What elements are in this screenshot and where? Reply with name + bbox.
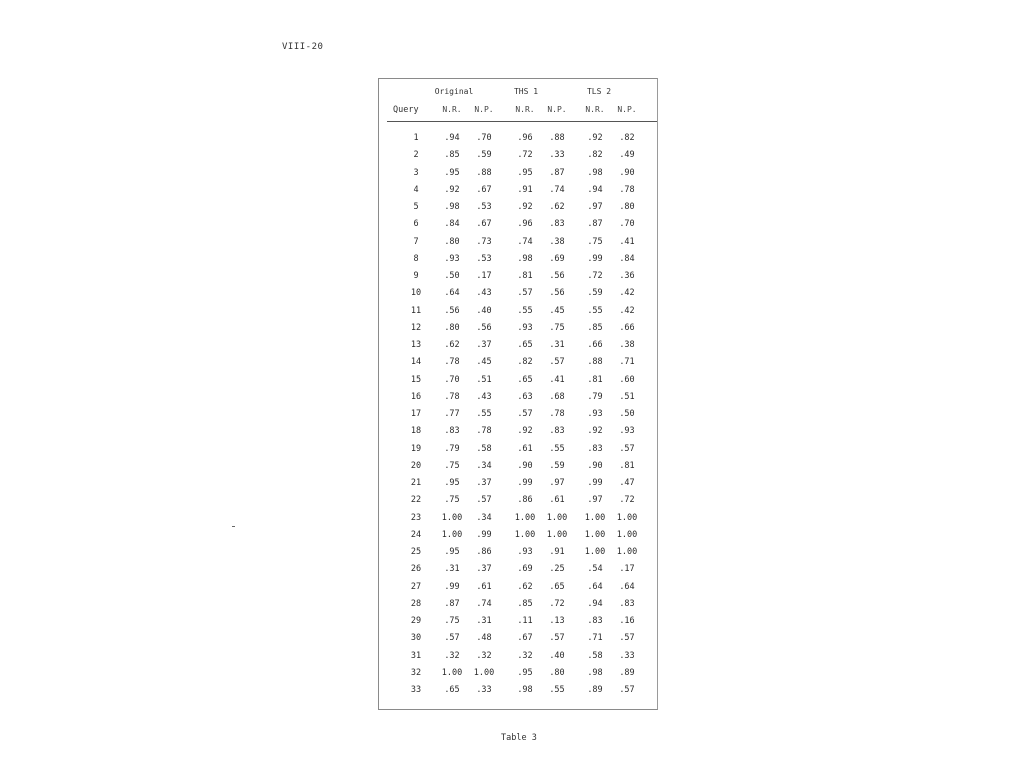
cell-ths1-nr: .61	[517, 443, 533, 454]
table-row	[379, 444, 657, 461]
cell-ths1-nr: .81	[517, 271, 533, 281]
cell-original-nr: .75	[444, 616, 460, 626]
cell-tls2-np: .41	[619, 236, 635, 247]
table-row	[379, 651, 657, 668]
cell-original-np: .43	[476, 391, 492, 402]
cell-ths1-np: .69	[549, 253, 565, 264]
cell-ths1-np: .83	[549, 219, 565, 230]
table-row	[379, 599, 657, 616]
query-number: 23	[410, 512, 422, 523]
query-number: 16	[410, 391, 422, 402]
query-number: 5	[413, 202, 419, 212]
cell-original-np: .34	[476, 460, 492, 471]
cell-ths1-nr: .96	[517, 219, 533, 230]
cell-ths1-np: .41	[549, 374, 565, 385]
table-row	[379, 685, 657, 702]
cell-original-np: .53	[476, 253, 492, 264]
query-number: 1	[413, 133, 419, 143]
subheader-tls2-nr: N.R.	[585, 105, 605, 114]
cell-ths1-nr: .65	[517, 374, 533, 385]
cell-original-np: .56	[476, 322, 492, 333]
cell-tls2-nr: 1.00	[584, 529, 606, 540]
query-number: 29	[410, 616, 422, 626]
cell-original-nr: .56	[444, 305, 460, 316]
cell-original-nr: .70	[444, 374, 460, 385]
table-row	[379, 306, 657, 323]
cell-original-np: .34	[476, 512, 492, 523]
query-number: 22	[410, 495, 422, 506]
cell-ths1-nr: .11	[517, 616, 533, 626]
header-divider	[387, 121, 657, 122]
cell-original-nr: .62	[444, 340, 460, 350]
cell-original-nr: .87	[444, 598, 460, 609]
cell-original-np: .57	[476, 495, 492, 506]
table-row	[379, 168, 657, 185]
query-number: 9	[413, 271, 419, 281]
query-number: 33	[410, 685, 422, 695]
query-number: 19	[410, 443, 422, 454]
cell-tls2-np: .66	[619, 322, 635, 333]
cell-tls2-np: .70	[619, 219, 635, 230]
group-header-tls2: TLS 2	[586, 87, 612, 96]
cell-tls2-np: .80	[619, 202, 635, 212]
cell-tls2-np: .51	[619, 391, 635, 402]
cell-ths1-nr: .57	[517, 409, 533, 419]
cell-original-nr: .77	[444, 409, 460, 419]
cell-original-np: .67	[476, 184, 492, 195]
cell-tls2-nr: .90	[587, 460, 603, 471]
cell-ths1-np: .72	[549, 598, 565, 609]
cell-original-nr: 1.00	[441, 512, 463, 523]
subheader-original-np: N.P.	[474, 105, 494, 114]
cell-tls2-nr: .93	[587, 409, 603, 419]
cell-tls2-nr: .81	[587, 374, 603, 385]
query-number: 14	[410, 357, 422, 368]
cell-original-nr: .99	[444, 581, 460, 592]
table-row	[379, 392, 657, 409]
cell-tls2-nr: .97	[587, 202, 603, 212]
cell-ths1-nr: .65	[517, 340, 533, 350]
cell-ths1-np: .55	[549, 685, 565, 695]
cell-ths1-nr: .72	[517, 150, 533, 161]
cell-original-np: .51	[476, 374, 492, 385]
table-row	[379, 357, 657, 374]
cell-original-nr: 1.00	[441, 667, 463, 678]
cell-tls2-nr: .98	[587, 167, 603, 178]
query-number: 28	[410, 598, 422, 609]
subheader-tls2-np: N.P.	[617, 105, 637, 114]
cell-original-np: .55	[476, 409, 492, 419]
cell-tls2-np: .64	[619, 581, 635, 592]
cell-tls2-nr: .59	[587, 288, 603, 299]
cell-original-nr: .92	[444, 184, 460, 195]
cell-ths1-nr: .91	[517, 184, 533, 195]
cell-tls2-np: .90	[619, 167, 635, 178]
cell-original-np: .99	[476, 529, 492, 540]
cell-ths1-np: .68	[549, 391, 565, 402]
cell-tls2-np: .84	[619, 253, 635, 264]
cell-original-nr: .78	[444, 391, 460, 402]
table-row	[379, 564, 657, 581]
cell-original-np: .88	[476, 167, 492, 178]
cell-ths1-np: .33	[549, 150, 565, 161]
cell-tls2-np: .60	[619, 374, 635, 385]
cell-tls2-np: .82	[619, 133, 635, 143]
cell-ths1-nr: .57	[517, 288, 533, 299]
query-number: 11	[410, 305, 422, 316]
table-row	[379, 426, 657, 443]
table-row	[379, 133, 657, 150]
cell-tls2-nr: .66	[587, 340, 603, 350]
query-column-header: Query	[393, 105, 419, 115]
cell-original-nr: .78	[444, 357, 460, 368]
cell-ths1-nr: .62	[517, 581, 533, 592]
cell-tls2-nr: .99	[587, 478, 603, 488]
cell-ths1-np: .83	[549, 426, 565, 437]
cell-ths1-np: .61	[549, 495, 565, 506]
cell-ths1-nr: 1.00	[514, 512, 536, 523]
table-row	[379, 375, 657, 392]
cell-tls2-np: .36	[619, 271, 635, 281]
cell-original-nr: .98	[444, 202, 460, 212]
cell-ths1-nr: .85	[517, 598, 533, 609]
table-row	[379, 254, 657, 271]
cell-original-np: 1.00	[473, 667, 495, 678]
cell-ths1-np: .59	[549, 460, 565, 471]
cell-ths1-np: .13	[549, 616, 565, 626]
cell-original-nr: .80	[444, 236, 460, 247]
cell-original-np: .37	[476, 478, 492, 488]
cell-tls2-nr: .88	[587, 357, 603, 368]
cell-tls2-nr: .97	[587, 495, 603, 506]
group-header-original: Original	[434, 87, 474, 96]
table-row	[379, 513, 657, 530]
cell-original-np: .86	[476, 547, 492, 557]
cell-ths1-nr: .98	[517, 685, 533, 695]
cell-ths1-np: .38	[549, 236, 565, 247]
cell-tls2-nr: .83	[587, 443, 603, 454]
cell-ths1-nr: .82	[517, 357, 533, 368]
cell-ths1-nr: .63	[517, 391, 533, 402]
cell-original-np: .53	[476, 202, 492, 212]
table-row	[379, 202, 657, 219]
scan-speck	[232, 526, 235, 527]
cell-tls2-np: .42	[619, 305, 635, 316]
table-row	[379, 409, 657, 426]
cell-ths1-np: .31	[549, 340, 565, 350]
cell-ths1-nr: .92	[517, 426, 533, 437]
table-row	[379, 633, 657, 650]
cell-ths1-np: 1.00	[546, 529, 568, 540]
cell-original-nr: .31	[444, 564, 460, 575]
cell-ths1-np: .56	[549, 288, 565, 299]
table-row	[379, 461, 657, 478]
cell-original-nr: .95	[444, 547, 460, 557]
cell-tls2-np: .38	[619, 340, 635, 350]
table-row	[379, 616, 657, 633]
cell-tls2-np: .49	[619, 150, 635, 161]
cell-ths1-nr: .98	[517, 253, 533, 264]
cell-tls2-np: .83	[619, 598, 635, 609]
cell-tls2-np: .71	[619, 357, 635, 368]
cell-tls2-nr: .71	[587, 633, 603, 644]
cell-ths1-nr: .67	[517, 633, 533, 644]
cell-ths1-np: .91	[549, 547, 565, 557]
cell-tls2-nr: .92	[587, 133, 603, 143]
cell-original-np: .17	[476, 271, 492, 281]
cell-ths1-nr: .95	[517, 667, 533, 678]
cell-ths1-nr: .74	[517, 236, 533, 247]
cell-original-nr: .57	[444, 633, 460, 644]
cell-ths1-np: .80	[549, 667, 565, 678]
cell-tls2-np: 1.00	[616, 547, 638, 557]
subheader-original-nr: N.R.	[442, 105, 462, 114]
cell-ths1-nr: .86	[517, 495, 533, 506]
cell-ths1-nr: .55	[517, 305, 533, 316]
subheader-ths1-nr: N.R.	[515, 105, 535, 114]
cell-original-np: .31	[476, 616, 492, 626]
query-number: 13	[410, 340, 422, 350]
cell-tls2-np: .57	[619, 443, 635, 454]
cell-tls2-nr: .64	[587, 581, 603, 592]
cell-tls2-nr: .83	[587, 616, 603, 626]
cell-original-np: .33	[476, 685, 492, 695]
cell-original-np: .58	[476, 443, 492, 454]
query-number: 7	[413, 236, 419, 247]
cell-ths1-np: .40	[549, 650, 565, 661]
query-number: 3	[413, 167, 419, 178]
query-number: 21	[410, 478, 422, 488]
cell-original-nr: .80	[444, 322, 460, 333]
cell-tls2-nr: .58	[587, 650, 603, 661]
cell-original-np: .70	[476, 133, 492, 143]
cell-original-nr: .65	[444, 685, 460, 695]
query-number: 30	[410, 633, 422, 644]
results-table	[378, 78, 658, 710]
cell-original-nr: .50	[444, 271, 460, 281]
cell-original-nr: .75	[444, 495, 460, 506]
cell-ths1-nr: .99	[517, 478, 533, 488]
cell-ths1-np: .62	[549, 202, 565, 212]
cell-tls2-nr: .72	[587, 271, 603, 281]
cell-tls2-np: .33	[619, 650, 635, 661]
cell-tls2-np: .16	[619, 616, 635, 626]
cell-tls2-nr: .99	[587, 253, 603, 264]
table-row	[379, 668, 657, 685]
cell-original-nr: .84	[444, 219, 460, 230]
cell-tls2-nr: 1.00	[584, 512, 606, 523]
cell-original-np: .73	[476, 236, 492, 247]
cell-original-nr: .85	[444, 150, 460, 161]
table-row	[379, 323, 657, 340]
cell-ths1-np: .55	[549, 443, 565, 454]
table-row	[379, 547, 657, 564]
cell-tls2-np: .42	[619, 288, 635, 299]
cell-tls2-nr: .54	[587, 564, 603, 575]
cell-tls2-nr: .94	[587, 598, 603, 609]
cell-original-nr: .83	[444, 426, 460, 437]
query-number: 31	[410, 650, 422, 661]
cell-tls2-np: .72	[619, 495, 635, 506]
cell-tls2-nr: .87	[587, 219, 603, 230]
cell-tls2-np: 1.00	[616, 529, 638, 540]
cell-tls2-np: .50	[619, 409, 635, 419]
cell-ths1-np: .74	[549, 184, 565, 195]
cell-ths1-np: .57	[549, 633, 565, 644]
query-number: 8	[413, 253, 419, 264]
cell-ths1-np: .88	[549, 133, 565, 143]
table-row	[379, 582, 657, 599]
table-row	[379, 340, 657, 357]
cell-tls2-np: .81	[619, 460, 635, 471]
subheader-ths1-np: N.P.	[547, 105, 567, 114]
cell-ths1-nr: .90	[517, 460, 533, 471]
table-row	[379, 150, 657, 167]
cell-tls2-np: .47	[619, 478, 635, 488]
cell-original-np: .40	[476, 305, 492, 316]
cell-original-np: .37	[476, 340, 492, 350]
table-row	[379, 478, 657, 495]
cell-ths1-np: .87	[549, 167, 565, 178]
query-number: 17	[410, 409, 422, 419]
cell-ths1-np: .65	[549, 581, 565, 592]
table-row	[379, 185, 657, 202]
cell-original-np: .67	[476, 219, 492, 230]
cell-original-np: .48	[476, 633, 492, 644]
cell-tls2-nr: .85	[587, 322, 603, 333]
cell-tls2-np: .93	[619, 426, 635, 437]
table-row	[379, 288, 657, 305]
cell-ths1-np: .56	[549, 271, 565, 281]
cell-tls2-nr: 1.00	[584, 547, 606, 557]
query-number: 15	[410, 374, 422, 385]
cell-tls2-np: .57	[619, 685, 635, 695]
cell-tls2-np: .89	[619, 667, 635, 678]
cell-ths1-nr: .92	[517, 202, 533, 212]
cell-ths1-nr: .32	[517, 650, 533, 661]
cell-tls2-nr: .55	[587, 305, 603, 316]
cell-original-nr: .32	[444, 650, 460, 661]
cell-ths1-nr: .93	[517, 322, 533, 333]
cell-ths1-np: .25	[549, 564, 565, 575]
cell-original-np: .37	[476, 564, 492, 575]
cell-original-nr: .95	[444, 167, 460, 178]
cell-ths1-nr: .95	[517, 167, 533, 178]
query-number: 20	[410, 460, 422, 471]
cell-ths1-np: .75	[549, 322, 565, 333]
cell-original-np: .61	[476, 581, 492, 592]
cell-original-np: .45	[476, 357, 492, 368]
cell-original-nr: .94	[444, 133, 460, 143]
cell-original-np: .32	[476, 650, 492, 661]
query-number: 26	[410, 564, 422, 575]
cell-tls2-np: 1.00	[616, 512, 638, 523]
cell-original-nr: .79	[444, 443, 460, 454]
cell-tls2-nr: .89	[587, 685, 603, 695]
cell-ths1-np: .57	[549, 357, 565, 368]
cell-original-np: .43	[476, 288, 492, 299]
cell-ths1-nr: .96	[517, 133, 533, 143]
cell-original-np: .78	[476, 426, 492, 437]
cell-ths1-nr: .93	[517, 547, 533, 557]
cell-tls2-np: .57	[619, 633, 635, 644]
query-number: 10	[410, 288, 422, 299]
cell-tls2-nr: .94	[587, 184, 603, 195]
page-number-label: VIII-20	[282, 42, 324, 52]
query-number: 4	[413, 184, 419, 195]
cell-tls2-nr: .82	[587, 150, 603, 161]
table-row	[379, 219, 657, 236]
cell-ths1-np: .97	[549, 478, 565, 488]
table-row	[379, 271, 657, 288]
cell-tls2-np: .17	[619, 564, 635, 575]
query-number: 32	[410, 667, 422, 678]
cell-ths1-np: .45	[549, 305, 565, 316]
cell-ths1-nr: .69	[517, 564, 533, 575]
query-number: 27	[410, 581, 422, 592]
cell-ths1-nr: 1.00	[514, 529, 536, 540]
query-number: 12	[410, 322, 422, 333]
cell-original-nr: .95	[444, 478, 460, 488]
query-number: 25	[410, 547, 422, 557]
table-row	[379, 495, 657, 512]
cell-original-np: .59	[476, 150, 492, 161]
cell-original-nr: 1.00	[441, 529, 463, 540]
cell-original-nr: .75	[444, 460, 460, 471]
cell-original-nr: .64	[444, 288, 460, 299]
cell-tls2-nr: .79	[587, 391, 603, 402]
cell-tls2-nr: .92	[587, 426, 603, 437]
cell-ths1-np: 1.00	[546, 512, 568, 523]
cell-ths1-np: .78	[549, 409, 565, 419]
cell-original-nr: .93	[444, 253, 460, 264]
query-number: 24	[410, 529, 422, 540]
cell-tls2-np: .78	[619, 184, 635, 195]
group-header-ths1: THS 1	[513, 87, 539, 96]
table-row	[379, 237, 657, 254]
cell-tls2-nr: .98	[587, 667, 603, 678]
query-number: 18	[410, 426, 422, 437]
cell-original-np: .74	[476, 598, 492, 609]
table-row	[379, 530, 657, 547]
cell-tls2-nr: .75	[587, 236, 603, 247]
query-number: 6	[413, 219, 419, 230]
table-caption: Table 3	[501, 733, 537, 743]
query-number: 2	[413, 150, 419, 161]
